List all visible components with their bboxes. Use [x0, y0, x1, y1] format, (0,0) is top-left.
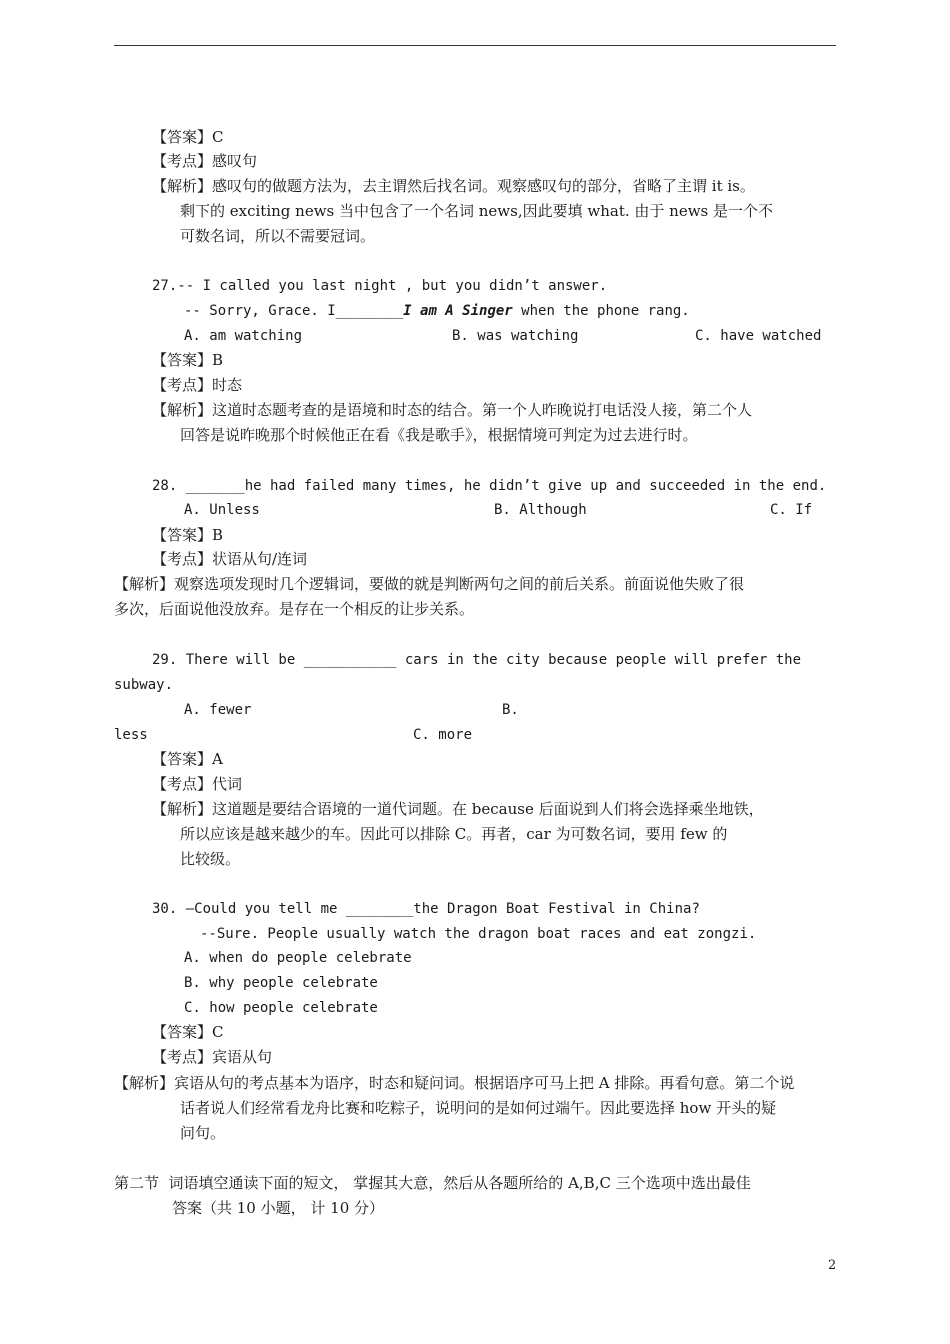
page-number: 2 [828, 1258, 837, 1273]
section-heading-cont: 答案（共 10 小题， 计 10 分） [172, 1199, 385, 1217]
q28-option-a: A. Unless [184, 502, 260, 518]
q30-analysis-3: 问句。 [180, 1124, 226, 1142]
q27-option-b: B. was watching [452, 328, 579, 344]
q28-analysis-2: 多次，后面说他没放弃。是存在一个相反的让步关系。 [114, 600, 475, 618]
q27-option-c: C. have watched [695, 328, 822, 344]
q27-answer: 【答案】B [152, 351, 224, 369]
q28-answer: 【答案】B [152, 526, 224, 544]
q29-analysis-3: 比较级。 [180, 850, 241, 868]
q30-question: 30. –Could you tell me ________the Dragon Boat Festival in China? [152, 901, 700, 917]
q30-option-a: A. when do people celebrate [184, 950, 412, 966]
q27-question: 27.-- I called you last night , but you didn’t answer. [152, 278, 608, 294]
q29-analysis-1: 【解析】这道题是要结合语境的一道代词题。在 because 后面说到人们将会选择乘坐地铁， [152, 800, 764, 818]
q28-analysis-1: 【解析】观察选项发现时几个逻辑词，要做的就是判断两句之间的前后关系。前面说他失败了很 [114, 575, 745, 593]
q28-option-b: B. Although [494, 502, 587, 518]
q27-reply-emphasis: I am A Singer [403, 303, 513, 319]
q26-point: 【考点】感叹句 [152, 152, 258, 170]
q27-analysis-2: 回答是说昨晚那个时候他正在看《我是歌手》，根据情境可判定为过去进行时。 [180, 426, 698, 444]
q30-point: 【考点】宾语从句 [152, 1048, 273, 1066]
q29-option-b: B. [502, 702, 519, 718]
section-heading: 第二节 词语填空通读下面的短文， 掌握其大意，然后从各题所给的 A,B,C 三个选项中选出最佳 [114, 1174, 751, 1192]
q28-question: 28. _______he had failed many times, he didn’t give up and succeeded in the end. [152, 478, 827, 494]
q27-reply [184, 301, 690, 321]
q26-analysis-3: 可数名词，所以不需要冠词。 [180, 227, 376, 245]
q28-option-c: C. If [770, 502, 813, 518]
q30-analysis-1: 【解析】宾语从句的考点基本为语序，时态和疑问词。根据语序可马上把 A 排除。再看句意。第二个说 [114, 1074, 795, 1092]
q27-analysis-1: 【解析】这道时态题考查的是语境和时态的结合。第一个人昨晚说打电话没人接，第二个人 [152, 401, 753, 419]
q26-answer: 【答案】C [152, 128, 224, 146]
q28-point: 【考点】状语从句/连词 [152, 550, 308, 568]
q26-analysis-1: 【解析】感叹句的做题方法为，去主谓然后找名词。观察感叹句的部分，省略了主谓 it is。 [152, 177, 755, 195]
q29-answer: 【答案】A [152, 750, 223, 768]
q30-analysis-2: 话者说人们经常看龙舟比赛和吃粽子，说明问的是如何过端午。因此要选择 how 开头的疑 [180, 1099, 777, 1117]
q27-reply-end: when the phone rang. [512, 303, 690, 319]
q29-question: 29. There will be ___________ cars in the city because people will prefer the [152, 652, 802, 668]
q29-question-cont: subway. [114, 677, 174, 693]
q29-option-c: C. more [413, 727, 473, 743]
q30-option-c: C. how people celebrate [184, 1000, 378, 1016]
q30-option-b: B. why people celebrate [184, 975, 378, 991]
header-rule [114, 45, 836, 46]
q29-option-a: A. fewer [184, 702, 252, 718]
q27-point: 【考点】时态 [152, 376, 243, 394]
q27-reply-start: -- Sorry, Grace. I________ [184, 303, 404, 319]
q30-answer: 【答案】C [152, 1023, 224, 1041]
q30-reply: --Sure. People usually watch the dragon boat races and eat zongzi. [200, 926, 757, 942]
q29-analysis-2: 所以应该是越来越少的车。因此可以排除 C。再者，car 为可数名词，要用 few 的 [180, 825, 728, 843]
q29-point: 【考点】代词 [152, 775, 243, 793]
q26-analysis-2: 剩下的 exciting news 当中包含了一个名词 news,因此要填 what. 由于 news 是一个不 [180, 202, 774, 220]
q27-option-a: A. am watching [184, 328, 303, 344]
q29-option-b-text: less [114, 727, 148, 743]
